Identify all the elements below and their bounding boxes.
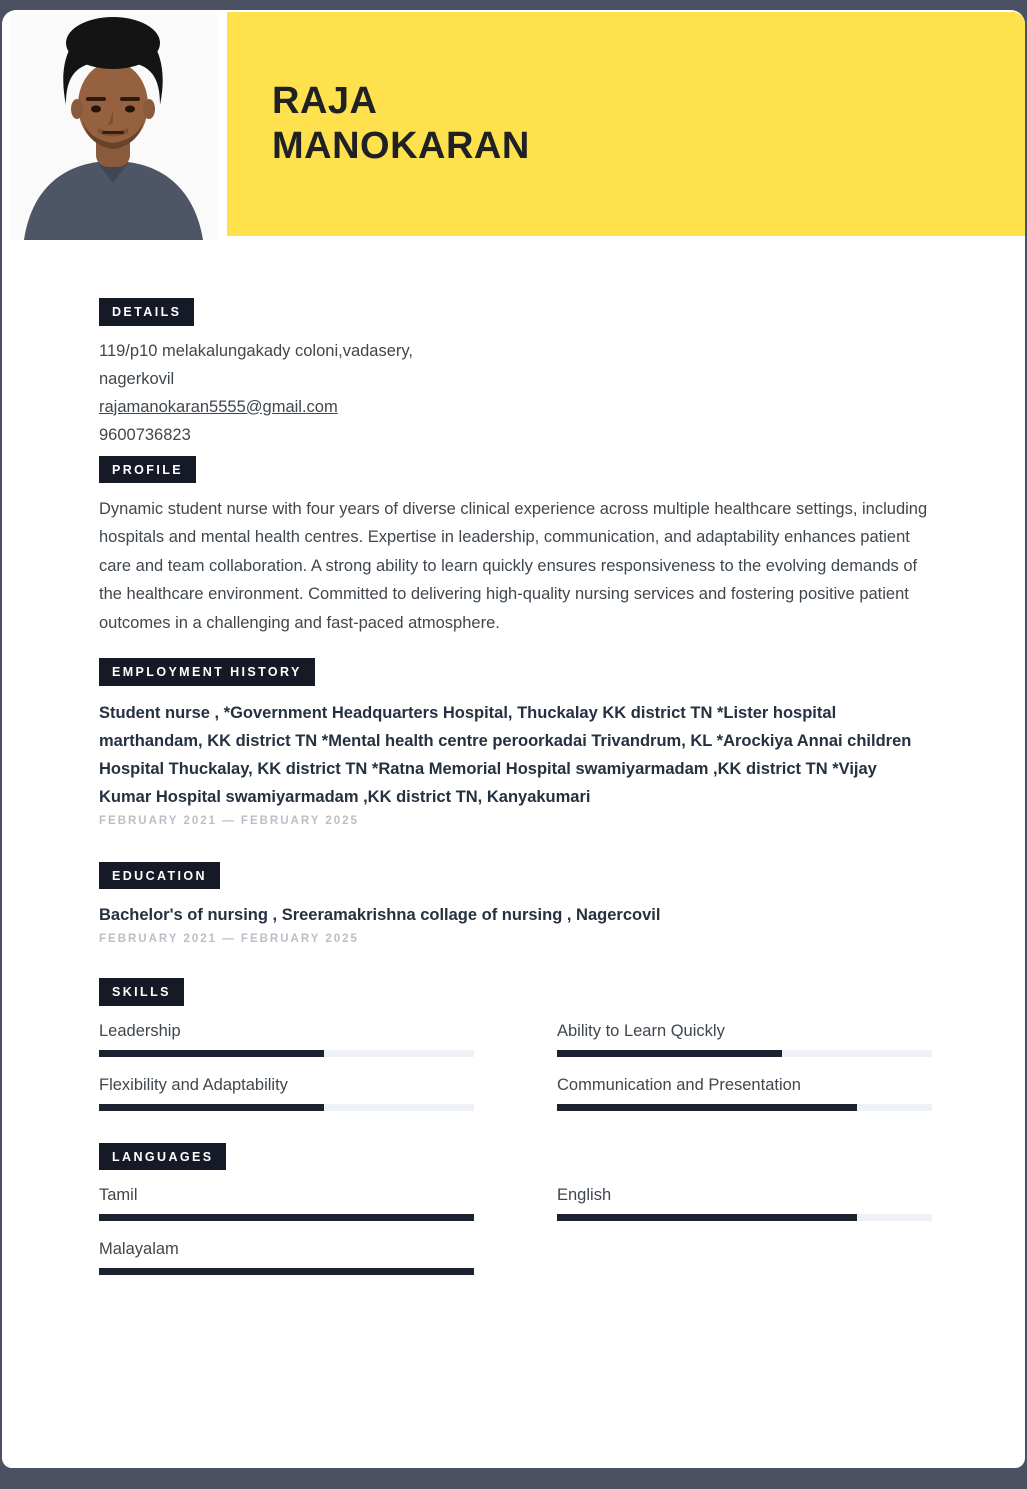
skill-bar-fill	[99, 1050, 324, 1057]
profile-summary: Dynamic student nurse with four years of diverse clinical experience across multiple healthcare settings, including hospitals and mental health centres. Expertise in leadership, communication, and adaptability enhances patient care and team collaboration. A strong ability to learn quickly ensures responsiveness to the evolving demands of the healthcare environment. Committed to delivering high-quality nursing services and fostering positive patient outcomes in a challenging and fast-paced atmosphere.	[99, 500, 928, 632]
language-bar-fill	[557, 1214, 857, 1221]
profile-photo	[10, 13, 217, 240]
skill-name: Leadership	[99, 1021, 181, 1040]
skills-grid	[99, 1021, 928, 1111]
candidate-last-name: MANOKARAN	[272, 125, 530, 167]
skill-bar-track	[557, 1050, 932, 1057]
employment-period: FEBRUARY 2021 — FEBRUARY 2025	[99, 814, 359, 827]
education-section-label: EDUCATION	[99, 862, 220, 890]
language-item	[557, 1185, 932, 1221]
header-accent-block	[227, 12, 1025, 236]
language-bar-track	[99, 1268, 474, 1275]
language-item	[99, 1239, 474, 1275]
language-name: Malayalam	[99, 1240, 179, 1259]
details-section-label: DETAILS	[99, 298, 194, 326]
skill-name: Flexibility and Adaptability	[99, 1075, 288, 1094]
skill-name: Ability to Learn Quickly	[557, 1021, 725, 1040]
skill-item	[99, 1075, 474, 1111]
languages-grid	[99, 1185, 928, 1275]
address-line-1: 119/p10 melakalungakady coloni,vadasery,	[99, 341, 414, 360]
profile-photo-illustration	[10, 13, 217, 240]
candidate-name	[272, 79, 1025, 169]
skill-bar-track	[557, 1104, 932, 1111]
job-title: Student nurse , *Government Headquarters Hospital, Thuckalay KK district TN *Lister hospital marthandam, KK district TN *Mental health centre peroorkadai Trivandrum, KL *Arockiya Annai children Hospital Thuckalay, KK district TN *Ratna Memorial Hospital swamiyarmadam ,KK district TN *Vijay Kumar Hospital swamiyarmadam ,KK district TN, Kanyakumari	[99, 703, 912, 806]
profile-section-label: PROFILE	[99, 456, 196, 484]
email-link[interactable]: rajamanokaran5555@gmail.com	[99, 397, 338, 416]
resume-page	[2, 10, 1025, 1468]
details-list	[99, 337, 928, 449]
skill-bar-fill	[557, 1050, 782, 1057]
language-bar-fill	[99, 1268, 474, 1275]
resume-body	[2, 240, 1025, 1275]
education-degree: Bachelor's of nursing , Sreeramakrishna collage of nursing , Nagercovil	[99, 906, 661, 925]
skill-bar-track	[99, 1050, 474, 1057]
skill-name: Communication and Presentation	[557, 1075, 801, 1094]
language-bar-track	[99, 1214, 474, 1221]
candidate-first-name: RAJA	[272, 80, 378, 123]
employment-section-label: EMPLOYMENT HISTORY	[99, 658, 315, 686]
language-name: English	[557, 1186, 612, 1205]
skill-item	[557, 1075, 932, 1111]
skill-bar-track	[99, 1104, 474, 1111]
language-item	[99, 1185, 474, 1221]
skill-bar-fill	[557, 1104, 857, 1111]
skills-section-label: SKILLS	[99, 978, 184, 1006]
language-bar-fill	[99, 1214, 474, 1221]
languages-section-label: LANGUAGES	[99, 1143, 226, 1171]
language-name: Tamil	[99, 1186, 138, 1205]
address-line-2: nagerkovil	[99, 369, 175, 388]
language-bar-track	[557, 1214, 932, 1221]
skill-bar-fill	[99, 1104, 324, 1111]
resume-header	[2, 10, 1025, 240]
phone-number: 9600736823	[99, 425, 191, 444]
education-period: FEBRUARY 2021 — FEBRUARY 2025	[99, 933, 359, 946]
skill-item	[99, 1021, 474, 1057]
skill-item	[557, 1021, 932, 1057]
